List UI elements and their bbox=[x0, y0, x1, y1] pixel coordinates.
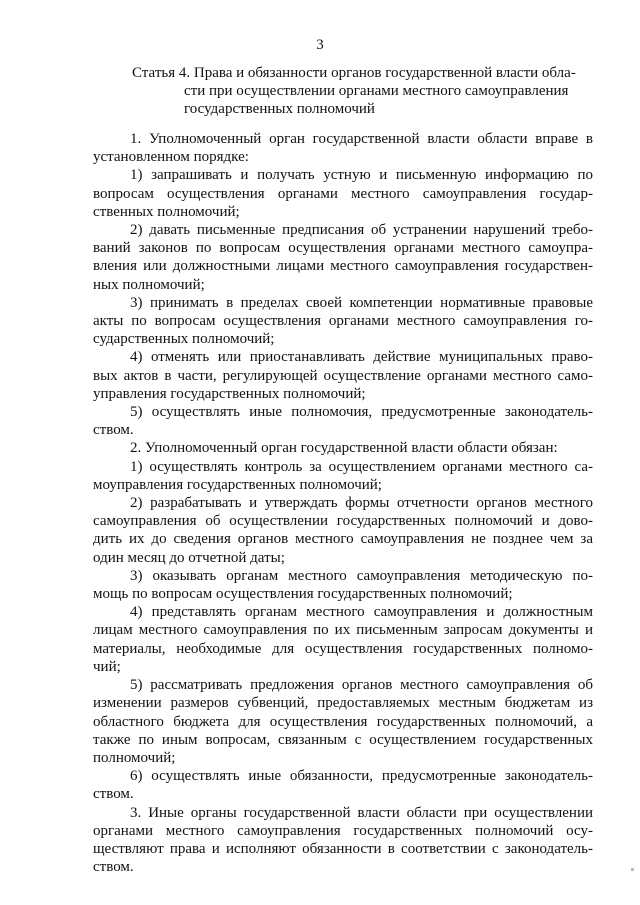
text-line: 1. Уполномоченный орган государственной власти области вправе в bbox=[130, 131, 593, 147]
text-line: самоуправления об осуществлении государственных полномочий и дово- bbox=[93, 513, 593, 530]
paragraph bbox=[93, 676, 593, 767]
text-line: 2) давать письменные предписания об устранении нарушений требо- bbox=[130, 222, 593, 239]
paragraph bbox=[93, 567, 593, 603]
page-number: 3 bbox=[316, 37, 324, 53]
paragraph bbox=[93, 804, 593, 877]
article-heading bbox=[132, 64, 592, 118]
text-line: областного бюджета для осуществления государственных полномочий, а bbox=[93, 713, 593, 730]
text-line: 3) принимать в пределах своей компетенции нормативные правовые bbox=[130, 294, 593, 311]
text-line: 3. Иные органы государственной власти области при осуществлении bbox=[130, 804, 593, 821]
scan-artifact bbox=[631, 868, 634, 871]
heading-line: государственных полномочий bbox=[184, 101, 375, 117]
paragraph bbox=[93, 439, 593, 457]
text-line: ством. bbox=[93, 786, 134, 803]
text-line: 4) представлять органам местного самоуправления и должностным bbox=[130, 604, 593, 621]
text-line: сударственных полномочий; bbox=[93, 331, 275, 348]
paragraph bbox=[93, 130, 593, 166]
text-line: ществляют права и исполняют обязанности в соответствии с законодатель- bbox=[93, 840, 593, 857]
text-line: лицам местного самоуправления по их письменным запросам документы и bbox=[93, 622, 593, 639]
heading-line: сти при осуществлении органами местного самоуправления bbox=[184, 83, 569, 99]
text-line: управления государственных полномочий; bbox=[93, 385, 366, 402]
paragraph bbox=[93, 494, 593, 567]
text-line: чий; bbox=[93, 658, 121, 675]
text-line: моуправления государственных полномочий; bbox=[93, 476, 382, 493]
text-line: вопросам осуществления органами местного самоуправления государ- bbox=[93, 185, 593, 202]
text-line: органами местного самоуправления государственных полномочий осу- bbox=[93, 822, 593, 839]
text-line: дить их до сведения органов местного самоуправления не позднее чем за bbox=[93, 531, 593, 548]
text-line: материалы, необходимые для осуществления государственных полномо- bbox=[93, 640, 593, 657]
text-line: ством. bbox=[93, 859, 134, 876]
paragraph bbox=[93, 603, 593, 676]
text-line: полномочий; bbox=[93, 749, 176, 766]
text-line: вления или должностными лицами местного самоуправления государствен- bbox=[93, 258, 593, 275]
text-line: 1) осуществлять контроль за осуществлением органами местного са- bbox=[130, 458, 593, 475]
text-line: ством. bbox=[93, 422, 134, 439]
paragraph bbox=[93, 348, 593, 403]
text-line: 4) отменять или приостанавливать действие муниципальных право- bbox=[130, 349, 593, 366]
text-line: 2. Уполномоченный орган государственной власти области обязан: bbox=[130, 440, 558, 457]
paragraph bbox=[93, 221, 593, 294]
paragraph bbox=[93, 166, 593, 221]
text-line: ных полномочий; bbox=[93, 276, 205, 293]
paragraph bbox=[93, 294, 593, 349]
heading-line: Статья 4. Права и обязанности органов государственной власти обла- bbox=[132, 65, 576, 81]
text-line: также по иным вопросам, связанным с осуществлением государственных bbox=[93, 731, 593, 748]
text-line: установленном порядке: bbox=[93, 149, 249, 166]
article-body bbox=[93, 130, 593, 876]
text-line: один месяц до отчетной даты; bbox=[93, 549, 285, 566]
text-line: вых актов в части, регулирующей осуществление органами местного само- bbox=[93, 367, 593, 384]
paragraph bbox=[93, 767, 593, 803]
text-line: 2) разрабатывать и утверждать формы отчетности органов местного bbox=[130, 495, 593, 512]
text-line: 5) рассматривать предложения органов местного самоуправления об bbox=[130, 677, 593, 694]
text-line: акты по вопросам осуществления органами местного самоуправления го- bbox=[93, 313, 593, 330]
paragraph bbox=[93, 458, 593, 494]
text-line: мощь по вопросам осуществления государственных полномочий; bbox=[93, 586, 513, 603]
text-line: изменении размеров субвенций, предоставляемых местным бюджетам из bbox=[93, 695, 593, 712]
text-line: 3) оказывать органам местного самоуправления методическую по- bbox=[130, 567, 593, 584]
text-line: 1) запрашивать и получать устную и письменную информацию по bbox=[130, 167, 593, 184]
paragraph bbox=[93, 403, 593, 439]
text-line: ственных полномочий; bbox=[93, 203, 240, 220]
text-line: 5) осуществлять иные полномочия, предусмотренные законодатель- bbox=[130, 404, 593, 421]
text-line: ваний законов по вопросам осуществления органами местного самоупра- bbox=[93, 240, 593, 257]
text-line: 6) осуществлять иные обязанности, предусмотренные законодатель- bbox=[130, 768, 593, 785]
